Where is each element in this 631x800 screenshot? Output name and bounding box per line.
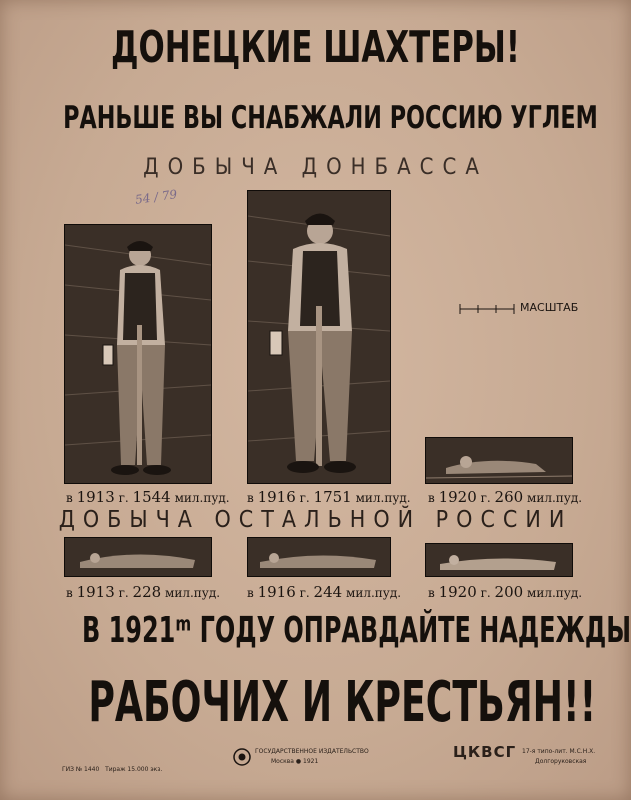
publisher-place: Москва ● 1921 <box>271 758 319 765</box>
other-caption-1920 <box>428 583 582 601</box>
other-caption-1916 <box>247 583 401 601</box>
footer-print-run: Тираж 15.000 экз. <box>105 766 163 773</box>
caption-g: г. <box>480 586 491 600</box>
caption-g: г. <box>299 491 310 505</box>
footer-print-info <box>62 766 162 773</box>
caption-prefix: в <box>66 586 73 600</box>
worker-illustration-1920 <box>425 543 573 577</box>
caption-prefix: в <box>66 491 73 505</box>
other-russia-heading: ДОБЫЧА ОСТАЛЬНОЙ РОССИИ <box>58 507 573 533</box>
caption-value: 1544 <box>132 488 171 506</box>
publisher-name: ГОСУДАРСТВЕННОЕ ИЗДАТЕЛЬСТВО <box>255 748 369 755</box>
caption-prefix: в <box>428 586 435 600</box>
call-to-action-line1: В 1921ᵐ ГОДУ ОПРАВДАЙТЕ НАДЕЖДЫ <box>82 610 631 651</box>
footer-giz-number: ГИЗ № 1440 <box>62 766 100 773</box>
poster-subtitle: РАНЬШЕ ВЫ СНАБЖАЛИ РОССИЮ УГЛЕМ <box>63 100 598 136</box>
caption-value: 260 <box>494 488 524 506</box>
caption-unit: мил.пуд. <box>346 586 402 600</box>
scale-legend <box>458 299 618 325</box>
miner-illustration-1916 <box>247 190 391 484</box>
caption-value: 228 <box>132 583 162 601</box>
call-to-action-line2: РАБОЧИХ И КРЕСТЬЯН!! <box>88 670 597 735</box>
caption-year: 1920 <box>438 488 477 506</box>
caption-g: г. <box>118 586 129 600</box>
publisher-emblem-icon <box>233 748 251 766</box>
poster-title: ДОНЕЦКИЕ ШАХТЕРЫ! <box>111 22 520 73</box>
caption-year: 1916 <box>257 488 296 506</box>
caption-year: 1916 <box>257 583 296 601</box>
worker-illustration-1916 <box>247 537 391 577</box>
caption-unit: мил.пуд. <box>527 491 583 505</box>
scale-label: МАСШТАБ <box>520 301 579 314</box>
caption-prefix: в <box>428 491 435 505</box>
caption-g: г. <box>118 491 129 505</box>
caption-value: 200 <box>494 583 524 601</box>
caption-value: 1751 <box>313 488 352 506</box>
miner-illustration-1913 <box>64 224 212 484</box>
caption-unit: мил.пуд. <box>165 586 221 600</box>
donbass-caption-1920 <box>428 488 582 506</box>
caption-year: 1920 <box>438 583 477 601</box>
miner-illustration-1920 <box>425 437 573 484</box>
caption-unit: мил.пуд. <box>355 491 411 505</box>
caption-year: 1913 <box>76 583 115 601</box>
donbass-caption-1916 <box>247 488 411 506</box>
caption-unit: мил.пуд. <box>527 586 583 600</box>
caption-value: 244 <box>313 583 343 601</box>
caption-g: г. <box>480 491 491 505</box>
org-abbreviation: ЦКВСГ <box>453 743 517 761</box>
other-caption-1913 <box>66 583 220 601</box>
caption-prefix: в <box>247 586 254 600</box>
donbass-heading: ДОБЫЧА ДОНБАССА <box>143 155 488 180</box>
printer-line2: Долгоруковская <box>535 758 587 765</box>
caption-year: 1913 <box>76 488 115 506</box>
caption-prefix: в <box>247 491 254 505</box>
caption-unit: мил.пуд. <box>174 491 230 505</box>
donbass-caption-1913 <box>66 488 230 506</box>
worker-illustration-1913 <box>64 537 212 577</box>
caption-g: г. <box>299 586 310 600</box>
handwritten-note: 54 / 79 <box>134 187 178 207</box>
printer-line1: 17-я типо-лит. М.С.Н.Х. <box>522 748 596 755</box>
